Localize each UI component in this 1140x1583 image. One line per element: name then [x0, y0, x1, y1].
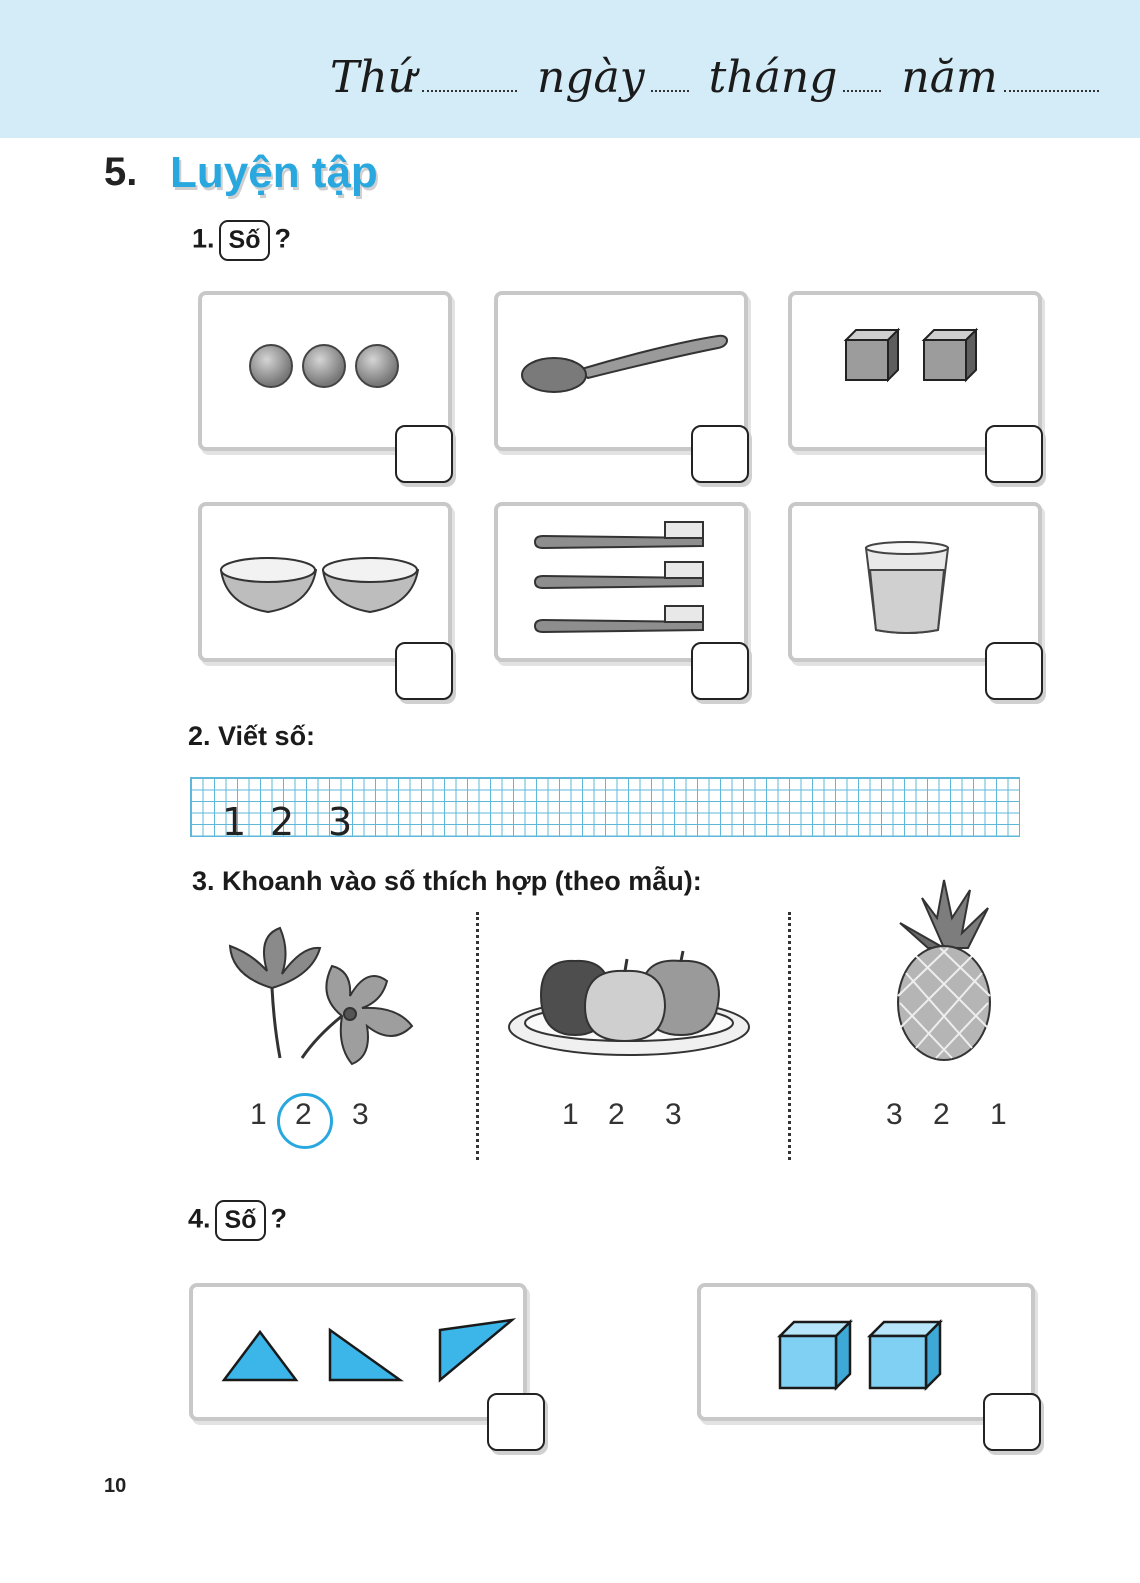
- page-number: 10: [104, 1475, 127, 1497]
- answer-box-spoon[interactable]: [691, 425, 749, 483]
- spoon-icon: [518, 328, 733, 398]
- group1-number-3[interactable]: 3: [352, 1098, 369, 1131]
- exercise1-suffix: ?: [274, 223, 291, 254]
- group2-number-2[interactable]: 2: [608, 1098, 625, 1131]
- group3-number-2[interactable]: 2: [933, 1098, 950, 1131]
- exercise1-number: 1.: [192, 223, 215, 254]
- date-line: [330, 52, 1105, 103]
- triangles-icon: [222, 1316, 517, 1386]
- header-scalloped-edge: [0, 132, 1140, 142]
- glass-icon: [862, 540, 952, 635]
- grey-cubes-icon: [842, 326, 982, 386]
- marbles-icon: [245, 340, 405, 390]
- exercise1-boxed-word: Số: [219, 220, 271, 261]
- blue-cubes-icon: [778, 1318, 946, 1390]
- grid-digit-2: 2: [270, 800, 295, 844]
- month-label: tháng: [708, 52, 838, 103]
- flowers-icon: [222, 926, 422, 1066]
- lesson-title: Luyện tập: [170, 148, 378, 197]
- apples-plate-icon: [505, 955, 755, 1060]
- answer-box-cubes[interactable]: [985, 425, 1043, 483]
- toothbrushes-icon: [533, 516, 713, 641]
- group2-number-1[interactable]: 1: [562, 1098, 579, 1131]
- grid-digit-1: 1: [222, 800, 247, 844]
- answer-box-toothbrushes[interactable]: [691, 642, 749, 700]
- date-blank: [651, 88, 689, 92]
- dotted-divider-1: [476, 912, 479, 1160]
- exercise4-label: [188, 1200, 287, 1241]
- bowls-icon: [218, 550, 423, 620]
- exercise3-label: 3. Khoanh vào số thích hợp (theo mẫu):: [192, 866, 702, 896]
- exercise1-label: [192, 220, 291, 261]
- day-label: Thứ: [330, 52, 417, 103]
- group1-number-1[interactable]: 1: [250, 1098, 267, 1131]
- answer-box-bowls[interactable]: [395, 642, 453, 700]
- exercise4-number: 4.: [188, 1203, 211, 1234]
- lesson-number: 5.: [104, 150, 138, 194]
- year-blank: [1004, 88, 1099, 92]
- group1-number-2[interactable]: 2: [295, 1098, 312, 1131]
- year-label: năm: [901, 52, 998, 103]
- answer-box-triangles[interactable]: [487, 1393, 545, 1451]
- pineapple-icon: [892, 878, 997, 1063]
- group3-number-1[interactable]: 3: [886, 1098, 903, 1131]
- date-label: ngày: [537, 52, 645, 103]
- writing-grid[interactable]: [190, 777, 1020, 837]
- group2-number-3[interactable]: 3: [665, 1098, 682, 1131]
- group3-number-3[interactable]: 1: [990, 1098, 1007, 1131]
- day-blank: [422, 88, 517, 92]
- grid-digit-3: 3: [328, 800, 353, 844]
- exercise4-boxed-word: Số: [215, 1200, 267, 1241]
- answer-box-marbles[interactable]: [395, 425, 453, 483]
- answer-box-blue-cubes[interactable]: [983, 1393, 1041, 1451]
- answer-box-glass[interactable]: [985, 642, 1043, 700]
- exercise4-suffix: ?: [270, 1203, 287, 1234]
- sample-answer-circle: [277, 1093, 333, 1149]
- dotted-divider-2: [788, 912, 791, 1160]
- month-blank: [843, 88, 881, 92]
- exercise2-label: 2. Viết số:: [188, 721, 316, 751]
